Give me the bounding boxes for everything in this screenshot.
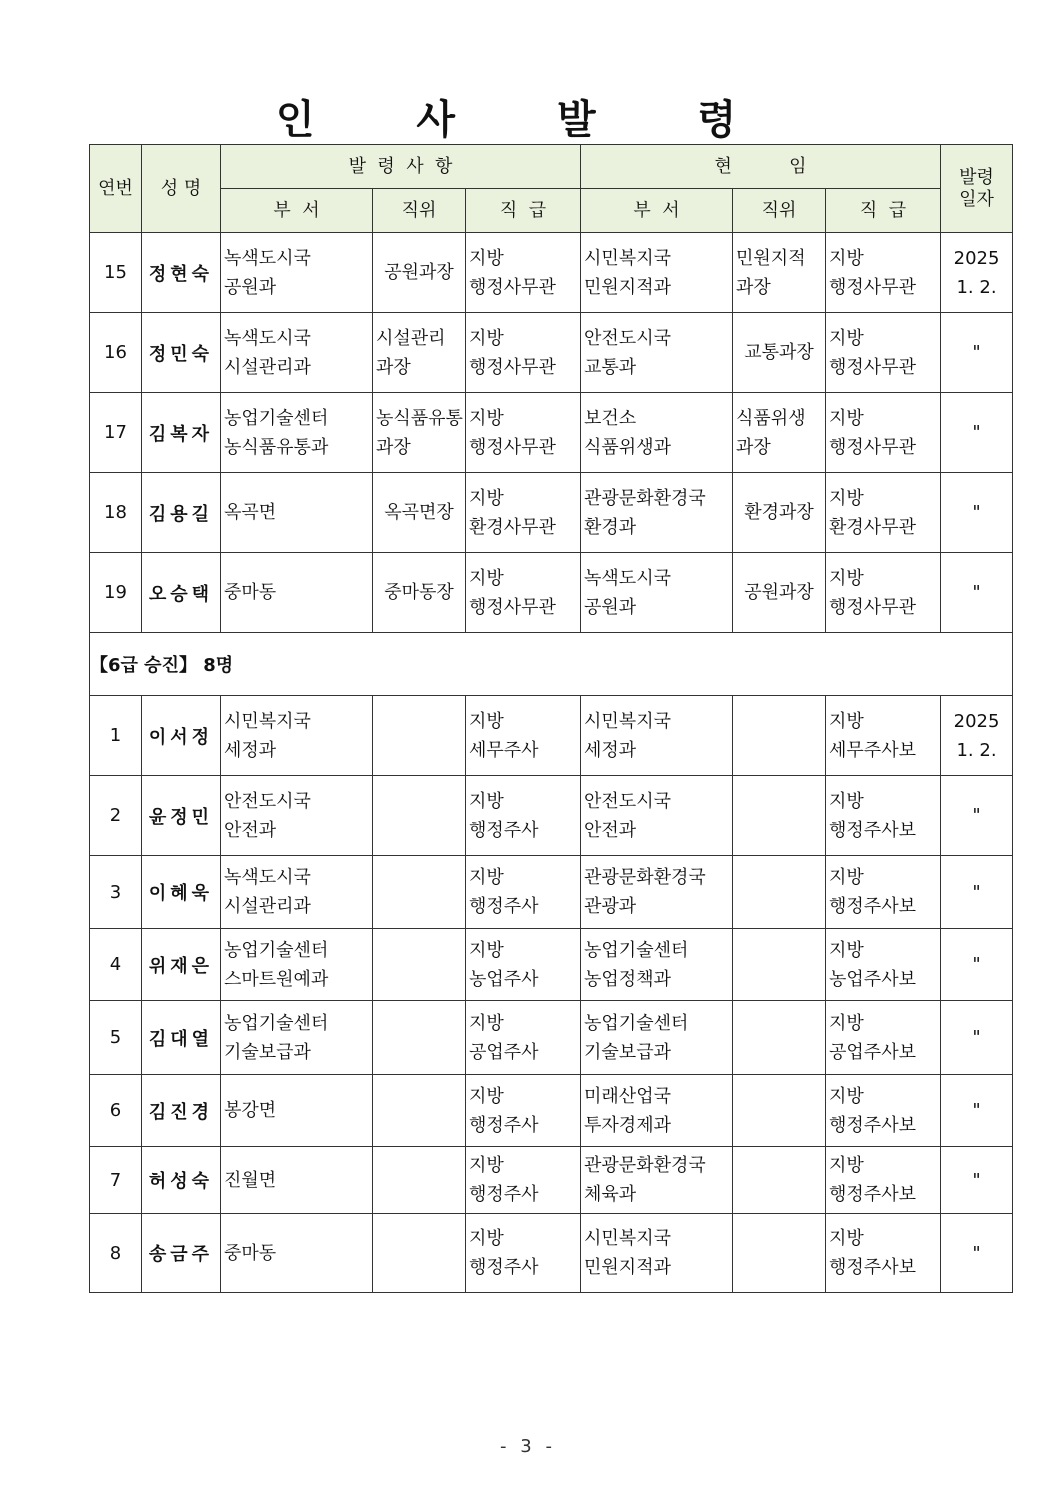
table-body-section-b [90,696,1013,1293]
cur-pos-line: 공원과장 [744,582,814,603]
current-department [581,1214,733,1293]
header-cur-grade: 직 급 [826,189,941,233]
cur-dept-line: 안전도시국 [584,790,671,812]
new-position [373,929,466,1001]
row-number: 7 [90,1147,142,1214]
new-grade-line: 지방 [469,790,504,812]
new-pos-line: 과장 [376,356,411,378]
section-row [90,633,1013,696]
cur-grade-line: 세무주사보 [829,739,916,761]
new-grade [466,233,581,313]
table-row [90,393,1013,473]
table-row [90,776,1013,856]
current-department [581,776,733,856]
cur-dept-line: 시민복지국 [584,1228,671,1249]
new-position [373,1001,466,1075]
current-department [581,1001,733,1075]
cur-grade-line: 행정사무관 [829,436,916,458]
date-line: " [972,954,981,975]
new-position [373,313,466,393]
header-no: 연번 [90,145,142,233]
new-grade-line: 지방 [469,247,504,269]
current-department [581,393,733,473]
new-grade [466,1075,581,1147]
cur-pos-line: 과장 [736,436,771,458]
table-row [90,1214,1013,1293]
new-position [373,696,466,776]
cur-grade-line: 지방 [829,1012,864,1034]
appointment-date [941,553,1013,633]
current-grade [826,856,941,929]
date-line: 1. 2. [956,276,997,298]
current-grade [826,1075,941,1147]
new-department [221,473,373,553]
table-row [90,929,1013,1001]
new-dept-line: 안전도시국 [224,790,311,812]
cur-dept-line: 미래산업국 [584,1085,671,1107]
row-number: 1 [90,696,142,776]
new-dept-line: 공원과 [224,276,277,298]
new-grade-line: 행정주사 [469,1114,539,1136]
date-line: 2025 [953,710,1000,732]
row-number: 3 [90,856,142,929]
new-department [221,1214,373,1293]
appointment-date [941,1075,1013,1147]
header-cur-pos: 직위 [733,189,826,233]
appointment-date [941,1001,1013,1075]
person-name: 윤정민 [142,776,221,856]
new-dept-line: 기술보급과 [224,1041,311,1063]
cur-dept-line: 농업정책과 [584,968,671,990]
cur-grade-line: 행정주사보 [829,896,916,917]
cur-dept-line: 관광문화환경국 [584,867,706,888]
new-grade-line: 지방 [469,487,504,509]
appointment-date [941,776,1013,856]
new-grade [466,1147,581,1214]
new-dept-line: 중마동 [224,582,277,603]
cur-grade-line: 지방 [829,867,864,888]
cur-grade-line: 지방 [829,939,864,961]
date-line: " [972,1242,981,1264]
current-position [733,393,826,473]
new-dept-line: 스마트원예과 [224,968,329,990]
date-line: " [972,1027,981,1048]
table-row [90,856,1013,929]
header-name: 성 명 [142,145,221,233]
header-new-assignment: 발 령 사 항 [221,145,581,189]
appointment-date [941,696,1013,776]
new-dept-line: 농업기술센터 [224,939,329,961]
new-grade-line: 행정사무관 [469,436,556,458]
cur-grade-line: 행정주사보 [829,1184,916,1205]
cur-grade-line: 행정사무관 [829,356,916,378]
row-number: 15 [90,233,142,313]
cur-dept-line: 식품위생과 [584,436,671,458]
section-heading: 【6급 승진】 8명 [90,633,1013,696]
new-grade-line: 지방 [469,939,504,961]
new-dept-line: 세정과 [224,739,277,761]
appointment-date [941,1147,1013,1214]
current-position [733,553,826,633]
new-position [373,1214,466,1293]
row-number: 4 [90,929,142,1001]
cur-dept-line: 시민복지국 [584,710,671,732]
cur-pos-line: 교통과장 [744,342,814,363]
cur-dept-line: 안전과 [584,819,637,841]
new-dept-line: 안전과 [224,819,277,841]
current-grade [826,776,941,856]
cur-grade-line: 행정주사보 [829,819,916,841]
cur-dept-line: 보건소 [584,407,637,429]
new-dept-line: 농업기술센터 [224,407,329,429]
cur-dept-line: 농업기술센터 [584,1012,689,1034]
cur-grade-line: 지방 [829,327,864,349]
current-position [733,856,826,929]
current-position [733,1075,826,1147]
person-name: 김진경 [142,1075,221,1147]
header-date: 발령 일자 [941,145,1013,233]
date-line: " [972,1169,981,1191]
cur-grade-line: 행정주사보 [829,1114,916,1136]
cur-dept-line: 세정과 [584,739,637,761]
cur-grade-line: 농업주사보 [829,968,916,990]
current-position [733,313,826,393]
new-dept-line: 시설관리과 [224,896,311,917]
row-number: 5 [90,1001,142,1075]
cur-dept-line: 체육과 [584,1184,637,1205]
new-position [373,776,466,856]
current-grade [826,1214,941,1293]
new-pos-line: 중마동장 [384,582,454,603]
cur-pos-line: 식품위생 [736,407,806,429]
table-row [90,473,1013,553]
new-position [373,553,466,633]
header-new-pos: 직위 [373,189,466,233]
date-line: " [972,422,981,443]
new-grade-line: 행정사무관 [469,356,556,378]
cur-grade-line: 지방 [829,487,864,509]
new-grade-line: 농업주사 [469,968,539,990]
cur-dept-line: 민원지적과 [584,1257,671,1278]
cur-dept-line: 민원지적과 [584,276,671,298]
cur-pos-line: 환경과장 [744,502,814,523]
appointment-date [941,393,1013,473]
current-position [733,929,826,1001]
appointment-date [941,473,1013,553]
current-department [581,856,733,929]
row-number: 19 [90,553,142,633]
current-department [581,233,733,313]
cur-dept-line: 교통과 [584,356,637,378]
new-grade [466,696,581,776]
new-position [373,856,466,929]
new-department [221,696,373,776]
cur-dept-line: 안전도시국 [584,327,671,349]
date-line: " [972,881,981,903]
cur-grade-line: 행정사무관 [829,276,916,298]
new-grade-line: 공업주사 [469,1041,539,1063]
new-department [221,313,373,393]
cur-grade-line: 지방 [829,567,864,589]
new-grade [466,553,581,633]
new-department [221,393,373,473]
person-name: 허성숙 [142,1147,221,1214]
new-grade-line: 행정사무관 [469,276,556,298]
new-position [373,233,466,313]
cur-grade-line: 지방 [829,1085,864,1107]
cur-grade-line: 지방 [829,247,864,269]
date-line: 2025 [953,247,1000,269]
new-dept-line: 시민복지국 [224,710,311,732]
new-grade-line: 지방 [469,567,504,589]
person-name: 정민숙 [142,313,221,393]
cur-grade-line: 지방 [829,790,864,812]
document-title: 인 사 발 령 [275,97,781,143]
new-pos-line: 농식품유통 [376,407,463,429]
new-dept-line: 녹색도시국 [224,247,311,269]
new-position [373,1147,466,1214]
person-name: 위재은 [142,929,221,1001]
current-department [581,696,733,776]
current-grade [826,553,941,633]
header-cur-dept: 부 서 [581,189,733,233]
cur-grade-line: 지방 [829,1228,864,1249]
appointment-date [941,929,1013,1001]
new-grade-line: 지방 [469,1155,504,1176]
new-grade-line: 세무주사 [469,739,539,761]
cur-dept-line: 환경과 [584,516,637,538]
person-name: 정현숙 [142,233,221,313]
appointment-date [941,313,1013,393]
date-line: " [972,805,981,826]
cur-grade-line: 행정사무관 [829,596,916,618]
table-row [90,233,1013,313]
new-grade [466,473,581,553]
cur-grade-line: 공업주사보 [829,1041,916,1063]
new-pos-line: 공원과장 [384,262,454,283]
current-position [733,233,826,313]
current-position [733,1214,826,1293]
cur-dept-line: 관광문화환경국 [584,1155,706,1176]
current-department [581,1147,733,1214]
current-grade [826,1147,941,1214]
new-dept-line: 녹색도시국 [224,867,311,888]
cur-grade-line: 지방 [829,1155,864,1176]
cur-dept-line: 관광과 [584,896,637,917]
new-department [221,1001,373,1075]
new-department [221,929,373,1001]
new-dept-line: 시설관리과 [224,356,311,378]
cur-dept-line: 공원과 [584,596,637,618]
cur-grade-line: 행정주사보 [829,1257,916,1278]
new-grade [466,776,581,856]
new-grade-line: 지방 [469,710,504,732]
new-grade-line: 지방 [469,867,504,888]
new-department [221,233,373,313]
page-number: - 3 - [500,1436,556,1457]
cur-grade-line: 지방 [829,710,864,732]
current-grade [826,696,941,776]
new-grade-line: 행정사무관 [469,596,556,618]
person-name: 김용길 [142,473,221,553]
new-grade [466,1214,581,1293]
table-row [90,1075,1013,1147]
person-name: 이서정 [142,696,221,776]
row-number: 16 [90,313,142,393]
new-dept-line: 농식품유통과 [224,436,329,458]
cur-dept-line: 관광문화환경국 [584,487,706,509]
appointment-date [941,233,1013,313]
new-grade [466,856,581,929]
new-pos-line: 시설관리 [376,327,446,349]
current-position [733,473,826,553]
table-row [90,1001,1013,1075]
new-department [221,856,373,929]
new-grade-line: 지방 [469,407,504,429]
new-grade-line: 환경사무관 [469,516,556,538]
new-grade-line: 행정주사 [469,1257,539,1278]
current-department [581,1075,733,1147]
new-dept-line: 농업기술센터 [224,1012,329,1034]
new-grade [466,393,581,473]
appointment-date [941,856,1013,929]
person-name: 김대열 [142,1001,221,1075]
row-number: 2 [90,776,142,856]
table-row [90,313,1013,393]
new-dept-line: 중마동 [224,1242,277,1264]
row-number: 8 [90,1214,142,1293]
current-grade [826,929,941,1001]
header-new-grade: 직 급 [466,189,581,233]
new-grade-line: 행정주사 [469,1184,539,1205]
table-body-section-a [90,233,1013,633]
cur-dept-line: 녹색도시국 [584,567,671,589]
new-grade-line: 지방 [469,1012,504,1034]
current-position [733,776,826,856]
new-dept-line: 진월면 [224,1169,277,1191]
cur-dept-line: 시민복지국 [584,247,671,269]
date-line: 1. 2. [956,739,997,761]
current-department [581,929,733,1001]
new-department [221,553,373,633]
header-new-dept: 부 서 [221,189,373,233]
current-grade [826,233,941,313]
person-name: 김복자 [142,393,221,473]
cur-dept-line: 투자경제과 [584,1114,671,1136]
current-position [733,696,826,776]
current-grade [826,393,941,473]
current-department [581,473,733,553]
new-grade-line: 행정주사 [469,896,539,917]
new-department [221,1147,373,1214]
table-row [90,696,1013,776]
new-position [373,393,466,473]
new-dept-line: 옥곡면 [224,502,277,523]
new-pos-line: 과장 [376,436,411,458]
current-department [581,313,733,393]
new-department [221,1075,373,1147]
date-line: " [972,582,981,603]
cur-grade-line: 환경사무관 [829,516,916,538]
new-grade [466,929,581,1001]
cur-dept-line: 기술보급과 [584,1041,671,1063]
current-grade [826,313,941,393]
personnel-table [89,144,1013,1293]
table-row [90,553,1013,633]
date-line: " [972,1100,981,1121]
new-pos-line: 옥곡면장 [384,502,454,523]
person-name: 오승택 [142,553,221,633]
person-name: 송금주 [142,1214,221,1293]
current-grade [826,473,941,553]
new-dept-line: 봉강면 [224,1100,277,1121]
cur-grade-line: 지방 [829,407,864,429]
new-department [221,776,373,856]
person-name: 이혜욱 [142,856,221,929]
new-dept-line: 녹색도시국 [224,327,311,349]
appointment-date [941,1214,1013,1293]
date-line: " [972,342,981,363]
new-position [373,473,466,553]
cur-pos-line: 과장 [736,276,771,298]
cur-dept-line: 농업기술센터 [584,939,689,961]
current-position [733,1001,826,1075]
header-current-position: 현 임 [581,145,941,189]
new-grade-line: 행정주사 [469,819,539,841]
new-position [373,1075,466,1147]
new-grade [466,313,581,393]
new-grade-line: 지방 [469,1085,504,1107]
current-position [733,1147,826,1214]
date-line: " [972,502,981,523]
new-grade [466,1001,581,1075]
row-number: 18 [90,473,142,553]
cur-pos-line: 민원지적 [736,247,806,269]
current-grade [826,1001,941,1075]
current-department [581,553,733,633]
new-grade-line: 지방 [469,1228,504,1249]
table-row [90,1147,1013,1214]
row-number: 6 [90,1075,142,1147]
row-number: 17 [90,393,142,473]
new-grade-line: 지방 [469,327,504,349]
